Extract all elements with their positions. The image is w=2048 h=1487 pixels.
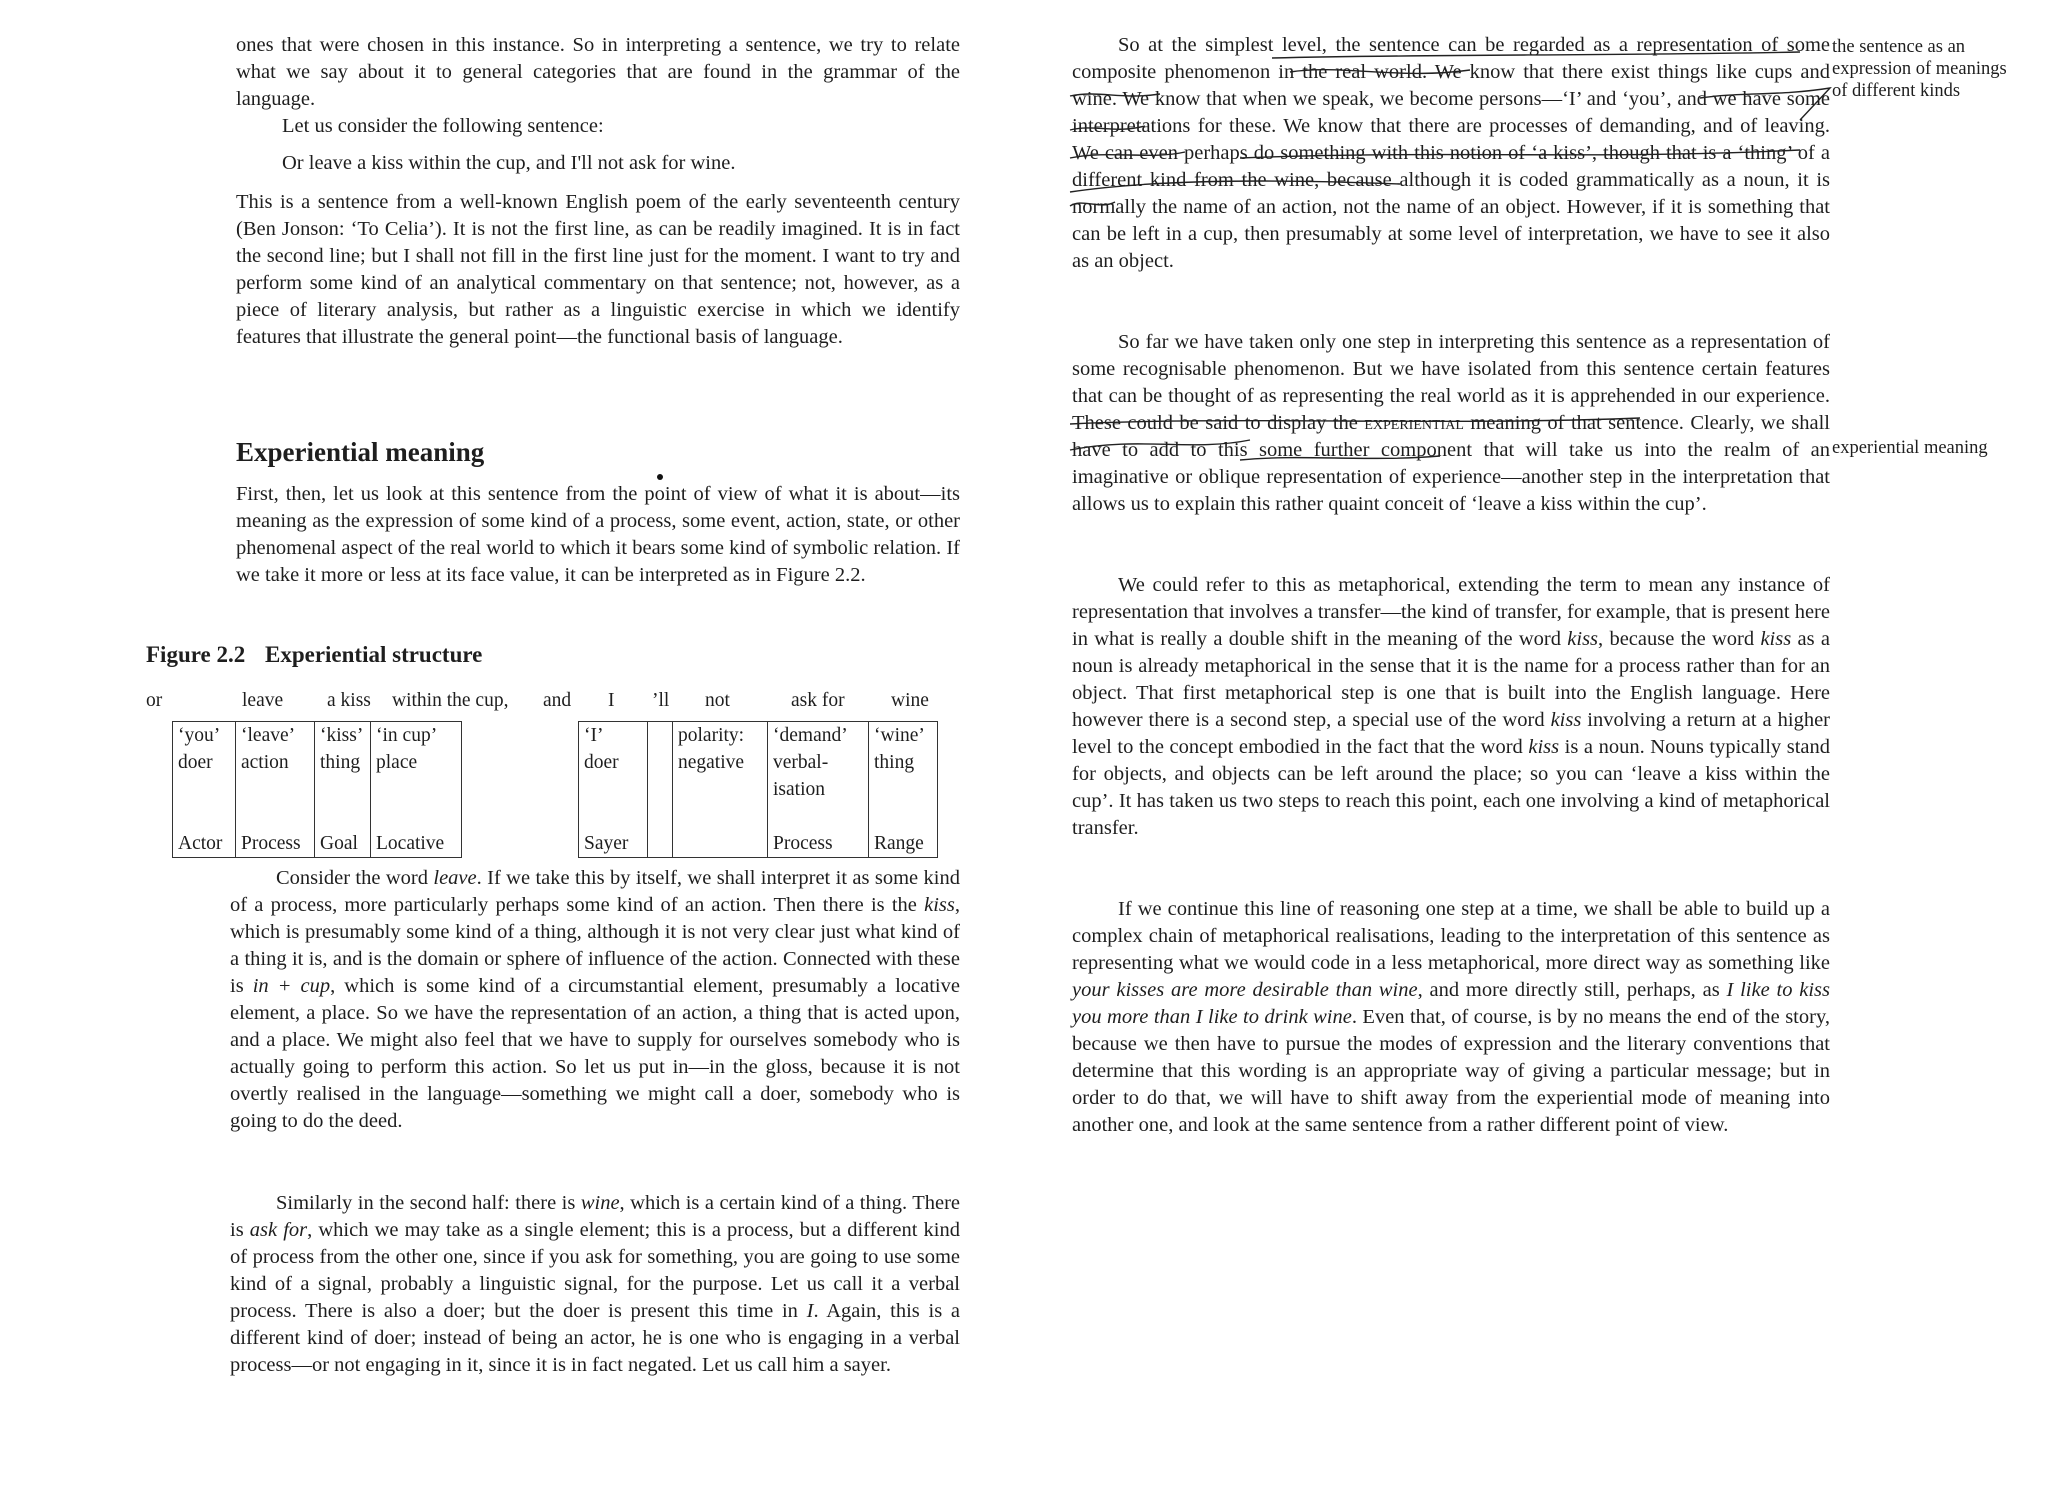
paragraph-chain: If we continue this line of reasoning one step at a time, we shall be able to build up a complex chain of metaphorical realisations, leading to the interpretation of this sentence as representing what we would code in a less metaphorical, more direct way as something like your kisses are more desirable than wine, and more directly still, perhaps, as I like to kiss you more than I like to drink wine. Even that, of course, is by no means the end of the story, because we then have to pursue the modes of expression and the literary conventions that determine that this wording is an appropriate way of giving a particular message; but in order to do that, we will have to shift away from the experiential mode of meaning into another one, and look at the same sentence from a rather different point of view. <box>1072 898 1830 1136</box>
paragraph-poem: This is a sentence from a well-known English poem of the early seventeenth century (Ben Jonson: ‘To Celia’). It is not the first line, as can be readily imagined. It is in fact the second line; but I shall not fill in the first line just for the moment. I want to try and perform some kind of an analytical commentary on that sentence; not, however, as a piece of literary analysis, but rather as a linguistic exercise in which we identify features that illustrate the general point—the functional basis of language. <box>236 191 960 348</box>
gloss-word: I <box>608 690 615 711</box>
gloss-word: ’ll <box>652 690 670 711</box>
table-cell <box>648 722 673 831</box>
table-cell: ‘demand’ verbal- isation <box>768 722 869 831</box>
paragraph-metaphorical: We could refer to this as metaphorical, extending the term to mean any instance of representation that involves a transfer—the kind of transfer, for example, that is present here in what is really a double shift in the meaning of the word kiss, because the word kiss as a noun is already metaphorical in the sense that it is the name for a process rather than for an object. That first metaphorical step is one that is built into the English language. Here however there is a second step, a special use of the word kiss involving a return at a higher level to the concept embodied in the fact that the word kiss is a noun. Nouns typically stand for objects, and objects can be left around the place; so you can ‘leave a kiss within the cup’. It has taken us two steps to reach this point, each one involving a kind of metaphorical transfer. <box>1072 574 1830 839</box>
table-cell <box>648 830 673 858</box>
gloss-word: within the cup, <box>392 690 509 711</box>
margin-note-experiential: experiential meaning <box>1832 438 1988 458</box>
figure-table-left <box>172 721 462 858</box>
figure-title: Experiential structure <box>264 642 483 667</box>
table-cell: ‘in cup’ place <box>371 722 462 831</box>
table-cell: ‘I’ doer <box>579 722 648 831</box>
paragraph-so-far: So far we have taken only one step in interpreting this sentence as a representation of some recognisable phenomenon. But we have isolated from this sentence certain features that can be thought of as representing the real world as it is apprehended in our experience. These could be said to display the experiential meaning of that sentence. Clearly, we shall have to add to this some further component that will take us into the realm of an imaginative or oblique representation of experience—another step in the interpretation that allows us to explain this rather quaint conceit of ‘leave a kiss within the cup’. <box>1072 331 1831 515</box>
section-heading: Experiential meaning <box>236 437 485 467</box>
paragraph-leave: Consider the word leave. If we take this by itself, we shall interpret it as some kind of a process, more particularly perhaps some kind of an action. Then there is the kiss, which is presumably some kind of a thing, although it is not very clear just what kind of a thing it is, and is the domain or sphere of influence of the action. Connected with these is in + cup, which is some kind of a circumstantial element, presumably a locative element, a place. So we have the representation of an action, a thing that is acted upon, and a place. We might also feel that we have to supply for ourselves somebody who is actually going to perform this action. So let us put in—in the gloss, because it is not overtly realised in the language—something we might call a doer, somebody who is going to do the deed. <box>230 867 960 1132</box>
table-cell: Actor <box>173 830 236 858</box>
gloss-word: and <box>543 690 572 711</box>
gloss-word: or <box>146 690 163 711</box>
table-cell: ‘you’ doer <box>173 722 236 831</box>
table-cell: Sayer <box>579 830 648 858</box>
gloss-word: ask for <box>791 690 845 711</box>
table-cell: ‘kiss’ thing <box>315 722 371 831</box>
right-page <box>1040 0 2048 1487</box>
table-cell <box>673 830 768 858</box>
gloss-word: leave <box>242 690 284 711</box>
table-cell: Goal <box>315 830 371 858</box>
margin-note-meanings: the sentence as an expression of meanings of different kinds <box>1832 37 2007 101</box>
paragraph-consider: Let us consider the following sentence: <box>282 115 604 137</box>
table-cell: polarity: negative <box>673 722 768 831</box>
table-cell: Range <box>869 830 938 858</box>
table-cell: Process <box>236 830 315 858</box>
ink-dot <box>657 474 663 480</box>
table-cell: Locative <box>371 830 462 858</box>
paragraph-simplest-level: So at the simplest level, the sentence can be regarded as a representation of some composite phenomenon in the real world. We know that there exist things like cups and wine. We know that when we speak, we become persons—‘I’ and ‘you’, and we have some interpretations for these. We know that there are processes of demanding, and of leaving. We can even perhaps do something with this notion of ‘a kiss’, though that is a ‘thing’ of a different kind from the wine, because although it is coded grammatically as a noun, it is normally the name of an action, not the name of an object. However, if it is something that can be left in a cup, then presumably at some level of interpretation, we have to see it also as an object. <box>1072 34 1830 272</box>
gloss-word: not <box>705 690 730 711</box>
figure-caption <box>146 642 482 668</box>
table-cell: ‘wine’ thing <box>869 722 938 831</box>
example-sentence: Or leave a kiss within the cup, and I'll not ask for wine. <box>282 152 736 174</box>
table-cell: ‘leave’ action <box>236 722 315 831</box>
paragraph-top: ones that were chosen in this instance. So in interpreting a sentence, we try to relate what we say about it to general categories that are found in the grammar of the language. <box>236 34 960 110</box>
table-cell: Process <box>768 830 869 858</box>
figure-table-right <box>578 721 938 858</box>
left-page <box>0 0 1000 1487</box>
figure-number: Figure 2.2 <box>146 642 246 667</box>
gloss-word: wine <box>891 690 929 711</box>
gloss-word: a kiss <box>327 690 371 711</box>
paragraph-first: First, then, let us look at this sentence from the point of view of what it is about—its meaning as the expression of some kind of a process, some event, action, state, or other phenomenal aspect of the real world to which it bears some kind of symbolic relation. If we take it more or less at its face value, it can be interpreted as in Figure 2.2. <box>236 483 960 586</box>
paragraph-second-half: Similarly in the second half: there is wine, which is a certain kind of a thing. There is ask for, which we may take as a single element; this is a process, but a different kind of process from the other one, since if you ask for something, you are going to use some kind of a signal, probably a linguistic signal, for the purpose. Let us call it a verbal process. There is also a doer; but the doer is present this time in I. Again, this is a different kind of doer; instead of being an actor, he is one who is engaging in a verbal process—or not engaging in it, since it is in fact negated. Let us call him a sayer. <box>230 1192 960 1376</box>
